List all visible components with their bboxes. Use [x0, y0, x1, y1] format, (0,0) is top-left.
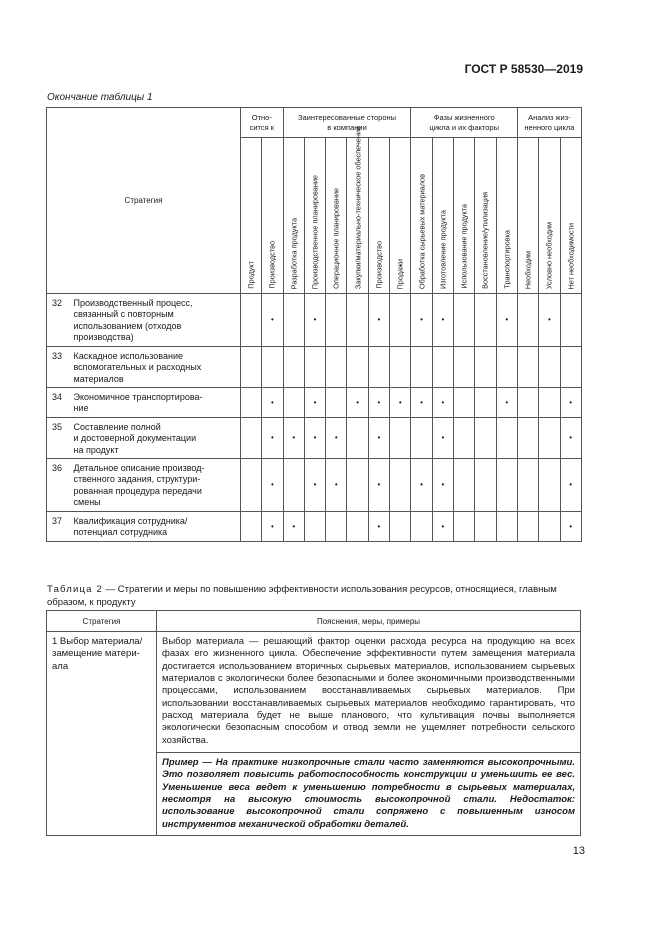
mark-cell [241, 459, 262, 512]
column-header-label: Разработка продукта [289, 217, 299, 289]
mark-cell: • [347, 387, 368, 417]
column-header [411, 138, 432, 294]
mark-cell [560, 346, 581, 387]
mark-cell [326, 511, 347, 541]
mark-cell [496, 511, 517, 541]
mark-cell [411, 346, 432, 387]
column-header [517, 138, 538, 294]
mark-cell [347, 294, 368, 347]
mark-cell: • [326, 459, 347, 512]
mark-cell [475, 294, 496, 347]
table-row [47, 294, 582, 347]
mark-cell [283, 387, 304, 417]
group-header-stakeholders: Заинтересованные стороны в компании [283, 108, 411, 138]
mark-cell [326, 346, 347, 387]
mark-cell [304, 346, 325, 387]
strategy-header: Стратегия [47, 108, 241, 294]
mark-cell: • [304, 294, 325, 347]
mark-cell [539, 417, 560, 458]
mark-cell [475, 387, 496, 417]
mark-cell [475, 417, 496, 458]
mark-cell [517, 294, 538, 347]
column-header [241, 138, 262, 294]
mark-cell: • [411, 294, 432, 347]
mark-cell: • [304, 459, 325, 512]
mark-cell [241, 417, 262, 458]
mark-cell: • [262, 387, 283, 417]
column-header [304, 138, 325, 294]
mark-cell [241, 511, 262, 541]
table2-example-text: Пример — На практике низкопрочные стали часто заменяются высокопрочными. Это позволяет повысить работоспособность конструкции и уменьшить ее вес. Уменьшение веса ведет к уменьшению потребности в сырьевых материалах, несмотря на высокую стоимость высокопрочной стали. Недостаток: использование высокопрочной стали сопряжено с повышенным износом инструментов механической обработки деталей. [157, 752, 580, 831]
column-header [326, 138, 347, 294]
mark-cell: • [496, 294, 517, 347]
strategy-text: Детальное описание производ- ственного задания, структури- рованная процедура передачи смены [71, 459, 241, 512]
strategy-text: Экономичное транспортирова- ние [71, 387, 241, 417]
mark-cell: • [262, 511, 283, 541]
mark-cell: • [262, 459, 283, 512]
mark-cell [283, 459, 304, 512]
mark-cell: • [368, 387, 389, 417]
mark-cell [496, 417, 517, 458]
mark-cell: • [496, 387, 517, 417]
mark-cell: • [283, 511, 304, 541]
mark-cell [390, 511, 411, 541]
mark-cell: • [411, 387, 432, 417]
mark-cell: • [560, 387, 581, 417]
table2-caption [47, 583, 587, 610]
row-number: 32 [47, 294, 71, 347]
column-header [539, 138, 560, 294]
mark-cell: • [304, 417, 325, 458]
column-header [390, 138, 411, 294]
group-header-relates-to: Отно- сится к [241, 108, 284, 138]
column-header-label: Производственное планирование [310, 174, 320, 289]
mark-cell [475, 346, 496, 387]
mark-cell [539, 511, 560, 541]
mark-cell [241, 387, 262, 417]
mark-cell [496, 459, 517, 512]
mark-cell [347, 511, 368, 541]
mark-cell: • [539, 294, 560, 347]
page-number: 13 [572, 845, 585, 857]
mark-cell [517, 346, 538, 387]
mark-cell [347, 417, 368, 458]
table-row [47, 346, 582, 387]
column-header-label: Условно необходим [544, 221, 554, 289]
column-header-label: Производство [374, 241, 384, 289]
column-header-label: Обработка сырьевых материалов [416, 173, 426, 289]
group-header-lifecycle-phases: Фазы жизненного цикла и их факторы [411, 108, 518, 138]
table2-header-row [47, 611, 581, 632]
mark-cell [454, 417, 475, 458]
mark-cell [326, 294, 347, 347]
mark-cell [411, 511, 432, 541]
mark-cell [475, 459, 496, 512]
mark-cell [262, 346, 283, 387]
mark-cell: • [432, 417, 453, 458]
column-header-label: Продукт [246, 261, 256, 289]
table2-strategy-cell: 1 Выбор материала/ замещение матери- ала [47, 632, 157, 836]
mark-cell [517, 511, 538, 541]
mark-cell [241, 294, 262, 347]
strategy-text: Составление полной и достоверной документации на продукт [71, 417, 241, 458]
mark-cell: • [368, 511, 389, 541]
mark-cell [390, 459, 411, 512]
table2-caption-label: Таблица 2 [47, 584, 103, 595]
column-header-label: Закупки/материально-техническое обеспечение [352, 125, 362, 289]
column-header-label: Изготовление продукта [438, 210, 448, 289]
mark-cell [304, 511, 325, 541]
mark-cell [539, 459, 560, 512]
mark-cell: • [411, 459, 432, 512]
column-header-label: Необходим [523, 250, 533, 289]
mark-cell: • [432, 511, 453, 541]
column-header [432, 138, 453, 294]
mark-cell: • [560, 459, 581, 512]
mark-cell: • [262, 294, 283, 347]
mark-cell [390, 417, 411, 458]
column-header [454, 138, 475, 294]
mark-cell: • [304, 387, 325, 417]
mark-cell [454, 387, 475, 417]
mark-cell: • [283, 417, 304, 458]
table2-explanation-header: Пояснения, меры, примеры [157, 611, 581, 632]
standard-number: ГОСТ Р 58530—2019 [464, 62, 583, 76]
strategy-text: Квалификация сотрудника/ потенциал сотрудника [71, 511, 241, 541]
mark-cell: • [368, 417, 389, 458]
mark-cell [496, 346, 517, 387]
column-header [283, 138, 304, 294]
mark-cell: • [326, 417, 347, 458]
strategy-text: Производственный процесс, связанный с повторным использованием (отходов производства) [71, 294, 241, 347]
mark-cell [347, 459, 368, 512]
column-header-label: Транспортировка [502, 230, 512, 289]
table-row [47, 387, 582, 417]
column-header [347, 125, 368, 294]
group-header-lifecycle-analysis: Анализ жиз- ненного цикла [517, 108, 581, 138]
mark-cell [390, 346, 411, 387]
table2-caption-text: — Стратегии и меры по повышению эффективности использования ресурсов, относящиеся, главным образом, к продукту [47, 584, 557, 609]
row-number: 33 [47, 346, 71, 387]
column-header-label: Использование продукта [459, 204, 469, 289]
row-number: 34 [47, 387, 71, 417]
mark-cell [517, 387, 538, 417]
mark-cell: • [560, 511, 581, 541]
column-header [368, 138, 389, 294]
mark-cell [347, 346, 368, 387]
column-header-label: Операционное планирование [331, 188, 341, 289]
column-header-label: Восстановление/утилизация [480, 192, 490, 289]
mark-cell: • [560, 417, 581, 458]
mark-cell: • [368, 294, 389, 347]
table-row [47, 511, 582, 541]
table2-strategy-header: Стратегия [47, 611, 157, 632]
column-header [496, 138, 517, 294]
mark-cell [454, 511, 475, 541]
column-header [475, 138, 496, 294]
column-header [262, 138, 283, 294]
mark-cell [283, 294, 304, 347]
mark-cell [241, 346, 262, 387]
mark-cell [517, 459, 538, 512]
mark-cell [454, 459, 475, 512]
mark-cell [368, 346, 389, 387]
mark-cell: • [262, 417, 283, 458]
mark-cell [517, 417, 538, 458]
row-number: 36 [47, 459, 71, 512]
strategy-text: Каскадное использование вспомогательных и расходных материалов [71, 346, 241, 387]
table2-explanation-cell [157, 632, 581, 836]
mark-cell [560, 294, 581, 347]
column-header-label: Нет необходимости [566, 222, 576, 289]
table1 [46, 107, 582, 542]
mark-cell: • [390, 387, 411, 417]
mark-cell [475, 511, 496, 541]
mark-cell [539, 387, 560, 417]
table2 [46, 610, 581, 836]
mark-cell [454, 294, 475, 347]
mark-cell [283, 346, 304, 387]
mark-cell: • [432, 294, 453, 347]
table-row [47, 459, 582, 512]
mark-cell: • [432, 387, 453, 417]
mark-cell [326, 387, 347, 417]
column-header-label: Производство [267, 241, 277, 289]
column-header [560, 138, 581, 294]
mark-cell [411, 417, 432, 458]
mark-cell: • [368, 459, 389, 512]
column-header-label: Продажи [395, 258, 405, 289]
row-number: 37 [47, 511, 71, 541]
table1-continuation-caption: Окончание таблицы 1 [47, 92, 153, 103]
table-row [47, 632, 581, 836]
mark-cell [539, 346, 560, 387]
mark-cell [454, 346, 475, 387]
table1-group-header-row [47, 108, 582, 138]
mark-cell [432, 346, 453, 387]
mark-cell [390, 294, 411, 347]
table2-explanation-text: Выбор материала — решающий фактор оценки расхода ресурса на продукцию на всех фазах его жизненного цикла. Обеспечение эффективности путем замещения материала достигается использованием вторичных сырьевых материалов, использованием сырьевых материалов с экологически более безопасными и более экономичными производственными процессами, использованием восстанавливаемых сырьевых материалов. При использовании восстанавливаемых сырьевых материалов необходимо гарантировать, что расход материала будет не выше планового, что культивация почвы выполняется экологически безопасным способом и отвод земли не ущемляет потребности сельского хозяйства. [162, 636, 575, 746]
row-number: 35 [47, 417, 71, 458]
mark-cell: • [432, 459, 453, 512]
table-row [47, 417, 582, 458]
